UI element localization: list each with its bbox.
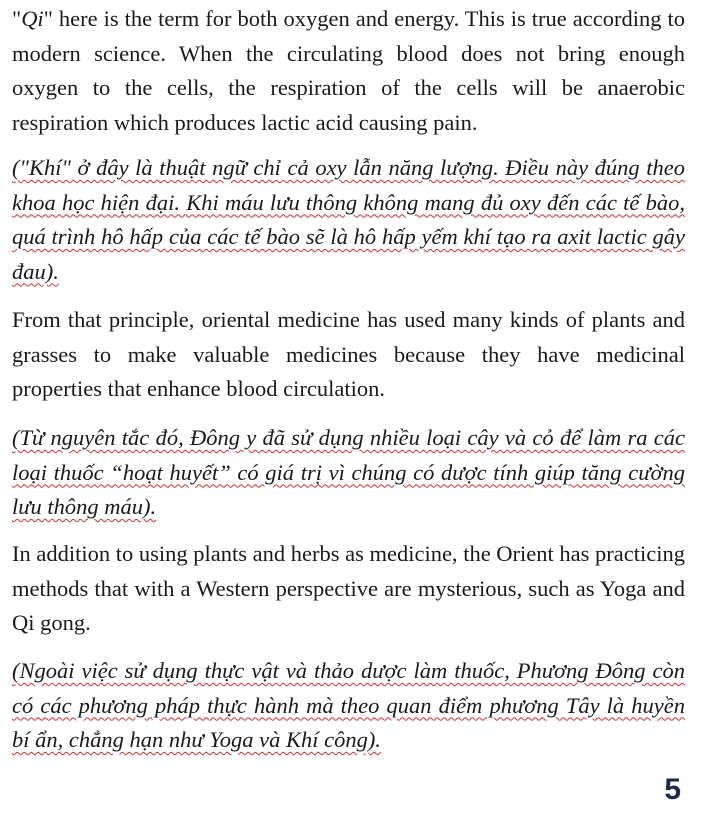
paragraph-text: " here is the term for both oxygen and energy. This is true according to modern science. When the circulating blood does not bring enough oxygen to the cells, the respiration of the cells will be anaerobic respiration which produces lactic acid causing pain.: [12, 6, 685, 135]
paragraph-vietnamese-qi-definition: ("Khí" ở đây là thuật ngữ chỉ cả oxy lẫn năng lượng. Điều này đúng theo khoa học hiện đại. Khi máu lưu thông không mang đủ oxy đến các tế bào, quá trình hô hấp của các tế bào sẽ là hô hấp yếm khí tạo ra axit lactic gây đau).: [12, 155, 685, 284]
paragraph-english-practicing-methods: In addition to using plants and herbs as medicine, the Orient has practicing methods that with a Western perspective are mysterious, such as Yoga and Qi gong.: [12, 541, 685, 635]
page-number: 5: [664, 773, 681, 806]
qi-term: Qi: [21, 6, 44, 31]
paragraph-english-oriental-medicine: From that principle, oriental medicine has used many kinds of plants and grasses to make valuable medicines because they have medicinal properties that enhance blood circulation.: [12, 307, 685, 401]
paragraph-vietnamese-oriental-medicine: (Từ nguyên tắc đó, Đông y đã sử dụng nhiều loại cây và cỏ để làm ra các loại thuốc “hoạt huyết” có giá trị vì chúng có dược tính giúp tăng cường lưu thông máu).: [12, 425, 685, 519]
paragraph-english-qi-definition: [12, 2, 685, 140]
opening-quote: ": [12, 6, 22, 31]
paragraph-vietnamese-practicing-methods: (Ngoài việc sử dụng thực vật và thảo dược làm thuốc, Phương Đông còn có các phương pháp thực hành mà theo quan điểm phương Tây là huyền bí ẩn, chẳng hạn như Yoga và Khí công).: [12, 658, 685, 752]
